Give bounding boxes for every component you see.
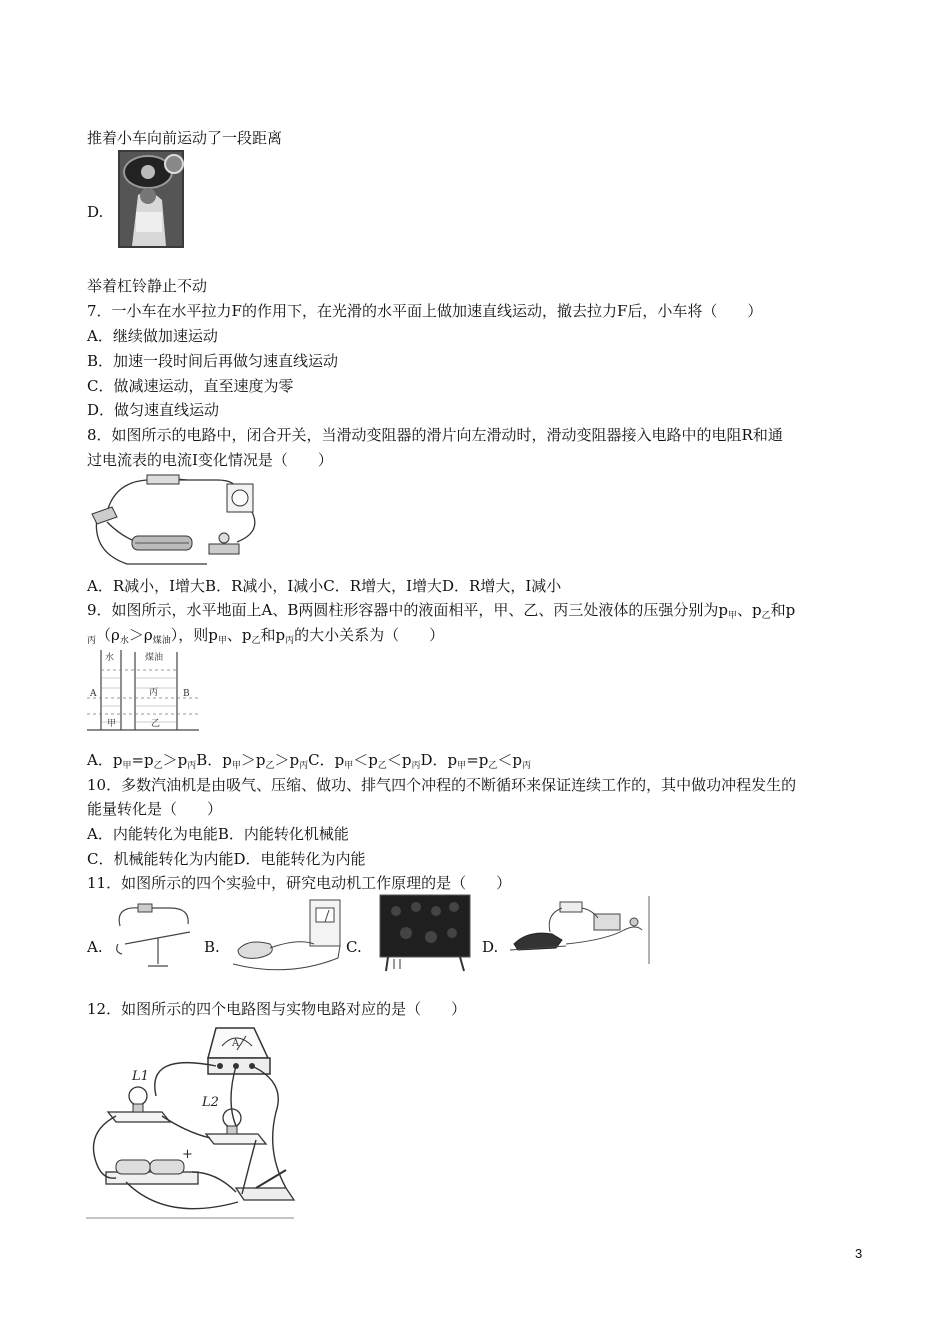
q8-stem-line2: 过电流表的电流I变化情况是（ ）: [87, 451, 333, 469]
q12-label-plus: +: [182, 1147, 193, 1162]
q7-option-a: A．继续做加速运动: [87, 327, 218, 345]
q11-stem: 11．如图所示的四个实验中，研究电动机工作原理的是（ ）: [87, 874, 512, 892]
q9-label-container-a: A: [90, 689, 97, 699]
q12-label-l1: L1: [132, 1069, 149, 1084]
q9-label-water: 水: [105, 653, 115, 663]
q9-label-kerosene: 煤油: [145, 653, 164, 663]
q6-option-d-label: D.: [87, 203, 104, 221]
q10-options-cd: C．机械能转化为内能D．电能转化为内能: [87, 850, 366, 868]
q10-stem-line1: 10．多数汽油机是由吸气、压缩、做功、排气四个冲程的不断循环来保证连续工作的，其中做功冲程发生的: [87, 776, 797, 794]
q7-option-c: C．做减速运动，直至速度为零: [87, 377, 294, 395]
q9-options: A．$p_甲=p_乙>p_丙B$．$p_甲>p_乙>p_丙C$．$p_甲<p_乙<p_丙D$．$p_甲=p_乙<p_丙$: [87, 751, 531, 771]
q6-option-d-caption: 举着杠铃静止不动: [87, 277, 208, 295]
q9-stem-line1: 9．如图所示，水平地面上A、B两圆柱形容器中的液面相平，甲、乙、丙三处液体的压强分别为$p_甲$、$p_乙$和p: [87, 601, 796, 621]
q12-ammeter-label: A: [232, 1038, 240, 1049]
q6-option-c-caption: 推着小车向前运动了一段距离: [87, 129, 283, 147]
q12-circuit-figure: [86, 1022, 298, 1220]
q7-stem: 7．一小车在水平拉力F的作用下，在光滑的水平面上做加速直线运动，撤去拉力F后，小车将（ ）: [87, 302, 763, 320]
q10-options-ab: A．内能转化为电能B．内能转化机械能: [87, 825, 349, 843]
q8-options: A．R减小，I增大B．R减小，I减小C．R增大，I增大D．R增大，I减小: [87, 577, 562, 595]
page-number: 3: [855, 1246, 863, 1261]
q12-stem: 12．如图所示的四个电路图与实物电路对应的是（ ）: [87, 1000, 467, 1018]
q8-stem-line1: 8．如图所示的电路中，闭合开关，当滑动变阻器的滑片向左滑动时，滑动变阻器接入电路中的电阻R和通: [87, 426, 783, 444]
q9-label-jia: 甲: [107, 719, 117, 729]
q11-figure-a: [110, 896, 200, 970]
q9-label-bing: 丙: [149, 688, 159, 698]
q8-circuit-figure: [87, 472, 267, 572]
q9-stem-line2: $_丙(\rho_水>\rho_{煤油})$，则$p_甲$、$p_乙$和$p_丙$的大小关系为（ ）: [87, 626, 445, 646]
q9-label-container-b: B: [183, 689, 190, 699]
q11-figure-b: [228, 898, 348, 974]
q11-label-b: B.: [204, 938, 220, 956]
q9-containers-figure: [87, 648, 199, 738]
q11-label-a: A.: [87, 938, 103, 956]
q11-label-d: D.: [482, 938, 499, 956]
q11-label-c: C.: [346, 938, 362, 956]
q11-figure-c: [376, 893, 474, 973]
q12-label-l2: L2: [202, 1095, 219, 1110]
q10-stem-line2: 能量转化是（ ）: [87, 800, 223, 818]
q7-option-d: D．做匀速直线运动: [87, 401, 220, 419]
q7-option-b: B．加速一段时间后再做匀速直线运动: [87, 352, 339, 370]
q11-figure-d: [506, 894, 652, 964]
weightlifter-photo: [118, 150, 184, 248]
q9-label-yi: 乙: [151, 719, 161, 729]
